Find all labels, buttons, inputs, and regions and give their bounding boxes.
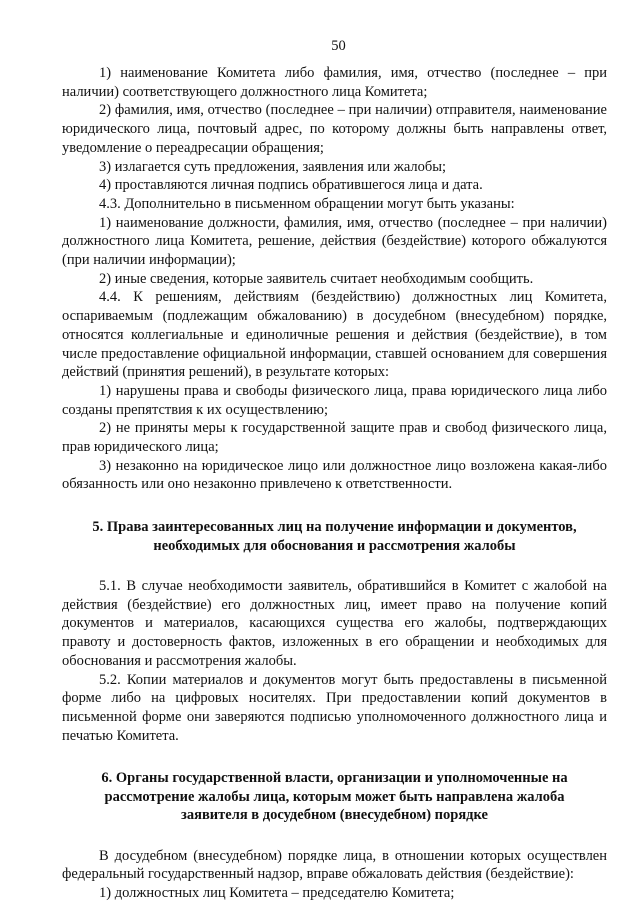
- paragraph: 1) наименование должности, фамилия, имя, отчество (последнее – при наличии) должностного лица Комитета, решение, действия (бездействие) которого обжалуются (при наличии информации);: [62, 214, 607, 269]
- paragraph: 1) наименование Комитета либо фамилия, имя, отчество (последнее – при наличии) соответствующего должностного лица Комитета;: [62, 65, 607, 100]
- page-number: 50: [331, 38, 346, 54]
- paragraph: 5.2. Копии материалов и документов могут быть предоставлены в письменной форме либо на цифровых носителях. При предоставлении копий документов в письменной форме они заверяются подписью уполномоченного должностного лица и печатью Комитета.: [62, 671, 607, 744]
- section-5-body: [62, 577, 607, 745]
- paragraph: 4.4. К решениям, действиям (бездействию) должностных лиц Комитета, оспариваемым (подлежащим обжалованию) в досудебном (внесудебном) порядке, относятся коллегиальные и единоличные решения и действия (бездействие), в том числе предоставление официальной информации, ставшей основанием для совершения действий (принятия решений), в результате которых:: [62, 289, 607, 381]
- paragraph: 4.3. Дополнительно в письменном обращении могут быть указаны:: [99, 195, 515, 212]
- paragraph: 2) иные сведения, которые заявитель считает необходимым сообщить.: [99, 270, 534, 287]
- section-6-body: [62, 847, 607, 903]
- paragraph: 3) незаконно на юридическое лицо или должностное лицо возложена какая-либо обязанность или оно незаконно привлечено к ответственности.: [62, 457, 607, 493]
- section-5-title: 5. Права заинтересованных лиц на получение информации и документов, необходимых для обоснования и рассмотрения жалобы: [92, 519, 577, 554]
- paragraph: 5.1. В случае необходимости заявитель, обратившийся в Комитет с жалобой на действия (бездействие) его должностных лиц, имеет право на получение копий документов и материалов, касающихся существа его жалобы, подтверждающих правоту и достоверность фактов, изложенных в его обращении и необходимых для обоснования и рассмотрения жалобы.: [62, 577, 607, 669]
- paragraph: В досудебном (внесудебном) порядке лица, в отношении которых осуществлен федеральный государственный надзор, вправе обжаловать действия (бездействие):: [62, 847, 607, 883]
- paragraph: 1) нарушены права и свободы физического лица, права юридического лица либо созданы препятствия к их осуществлению;: [62, 382, 607, 418]
- paragraph: 2) не приняты меры к государственной защите прав и свобод физического лица, прав юридического лица;: [62, 420, 607, 456]
- paragraph: 4) проставляются личная подпись обратившегося лица и дата.: [99, 177, 483, 194]
- section-6-title: 6. Органы государственной власти, организации и уполномоченные на рассмотрение жалобы лица, которым может быть направлена жалоба заявителя в досудебном (внесудебном) порядке: [101, 770, 568, 824]
- paragraph: 3) излагается суть предложения, заявления или жалобы;: [99, 158, 447, 175]
- section-4-continued: [62, 64, 607, 494]
- paragraph: 1) должностных лиц Комитета – председателю Комитета;: [99, 884, 455, 901]
- paragraph: 2) фамилия, имя, отчество (последнее – при наличии) отправителя, наименование юридического лица, почтовый адрес, по которому должны быть направлены ответ, уведомление о переадресации обращения;: [62, 102, 607, 156]
